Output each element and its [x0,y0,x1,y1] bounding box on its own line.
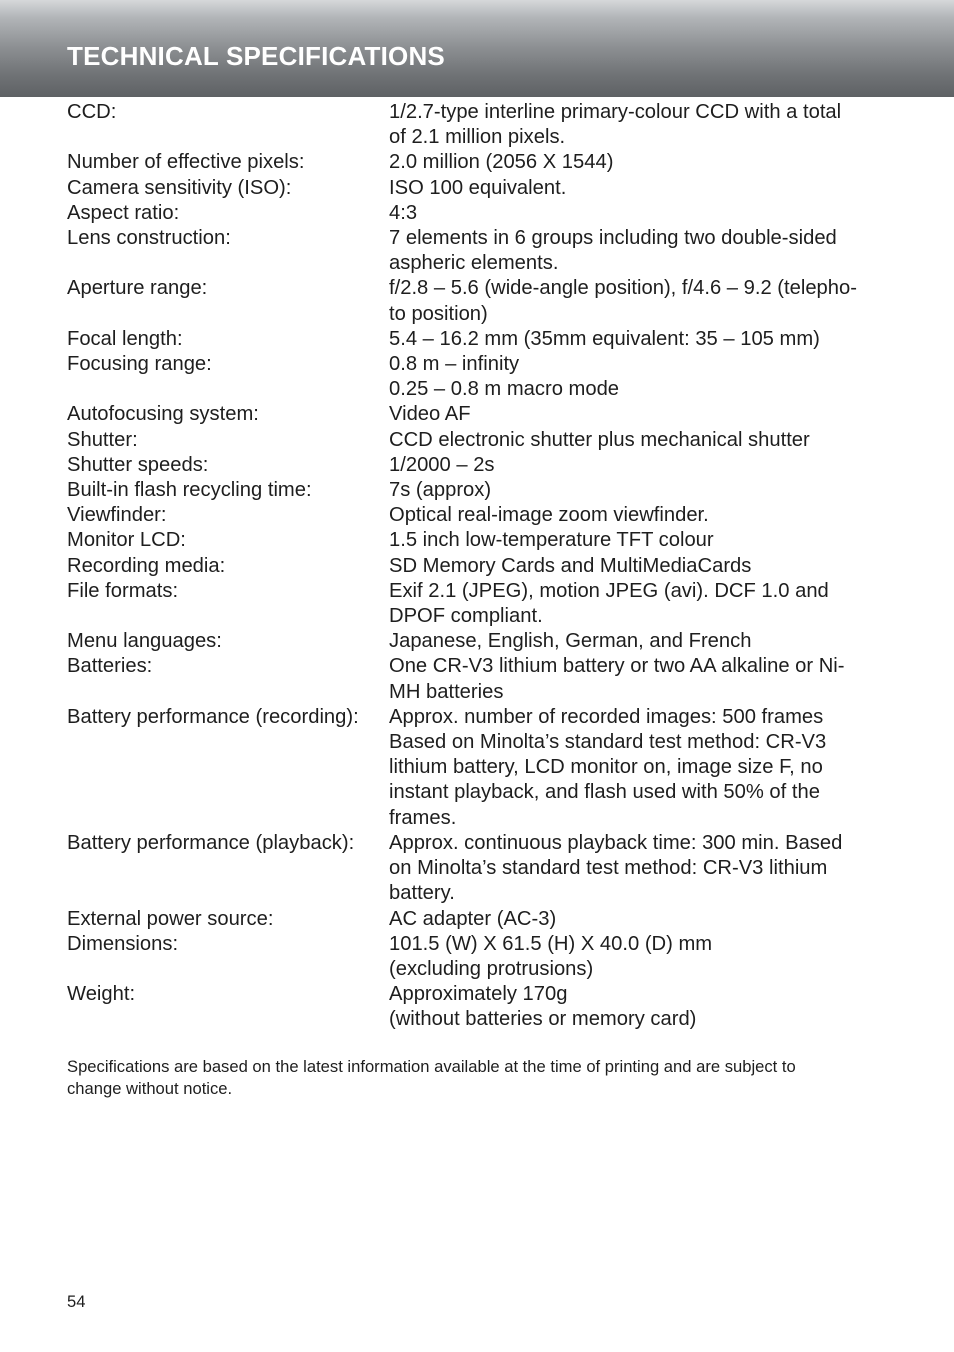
spec-value-line: 1.5 inch low-temperature TFT colour [389,529,714,552]
spec-value [389,428,887,453]
spec-label: Monitor LCD: [67,529,186,552]
spec-value-line: 0.25 – 0.8 m macro mode [389,378,620,401]
spec-row [67,503,887,528]
spec-label: Battery performance (playback): [67,831,355,854]
spec-label: Batteries: [67,655,153,678]
spec-value-line: Optical real-image zoom viewfinder. [389,504,709,527]
footnote [67,1056,887,1099]
spec-row [67,453,887,478]
spec-label: External power source: [67,907,274,930]
spec-label: Dimensions: [67,932,179,955]
spec-label: Recording media: [67,554,226,577]
spec-value-line: frames. [389,806,457,829]
spec-value [389,705,887,831]
spec-value-line: f/2.8 – 5.6 (wide-angle position), f/4.6 – 9.2 (telepho- [389,277,857,300]
spec-row [67,907,887,932]
spec-label: Aperture range: [67,277,208,300]
spec-row [67,150,887,175]
spec-value-line: aspheric elements. [389,252,559,275]
spec-value-line: 0.8 m – infinity [389,353,520,376]
spec-row [67,428,887,453]
spec-label: Weight: [67,983,136,1006]
spec-row [67,579,887,629]
spec-value [389,579,887,629]
spec-value-line: ISO 100 equivalent. [389,176,567,199]
spec-value-line: 5.4 – 16.2 mm (35mm equivalent: 35 – 105 mm) [389,327,820,350]
spec-row [67,478,887,503]
spec-value-line: Japanese, English, German, and French [389,630,752,653]
spec-label: File formats: [67,579,179,602]
header-band [0,0,954,97]
spec-value-line: One CR-V3 lithium battery or two AA alkaline or Ni- [389,655,845,678]
spec-value [389,554,887,579]
footnote-line: Specifications are based on the latest information available at the time of printing and are subject to [67,1057,796,1076]
spec-value [389,654,887,704]
spec-row [67,176,887,201]
spec-label: Shutter: [67,428,138,451]
spec-value [389,629,887,654]
spec-value-line: 2.0 million (2056 X 1544) [389,151,614,174]
page-number: 54 [67,1292,86,1311]
spec-value-line: AC adapter (AC-3) [389,907,557,930]
spec-value [389,453,887,478]
spec-value-line: Approximately 170g [389,983,568,1006]
spec-row [67,100,887,150]
spec-row [67,982,887,1032]
spec-value-line: Video AF [389,403,471,426]
spec-label: Lens construction: [67,227,231,250]
spec-value [389,478,887,503]
spec-value-line: 7 elements in 6 groups including two double-sided [389,227,837,250]
spec-value-line: Exif 2.1 (JPEG), motion JPEG (avi). DCF 1.0 and [389,579,829,602]
spec-value [389,402,887,427]
spec-value [389,327,887,352]
spec-value [389,528,887,553]
spec-row [67,654,887,704]
spec-value-line: lithium battery, LCD monitor on, image size F, no [389,756,823,779]
spec-value [389,176,887,201]
spec-value [389,150,887,175]
spec-value [389,276,887,326]
spec-value [389,503,887,528]
spec-label: Camera sensitivity (ISO): [67,176,292,199]
spec-label: Focusing range: [67,353,212,376]
spec-value-line: to position) [389,302,488,325]
spec-value-line: SD Memory Cards and MultiMediaCards [389,554,752,577]
page-title: TECHNICAL SPECIFICATIONS [67,41,445,71]
spec-value-line: (excluding protrusions) [389,957,594,980]
spec-value [389,100,887,150]
spec-row [67,276,887,326]
spec-value [389,982,887,1032]
spec-value-line: instant playback, and flash used with 50% of the [389,781,820,804]
spec-value-line: of 2.1 million pixels. [389,126,566,149]
spec-row [67,554,887,579]
footnote-line: change without notice. [67,1078,233,1098]
spec-row [67,201,887,226]
spec-value-line: Based on Minolta’s standard test method: CR-V3 [389,731,827,754]
spec-value-line: 4:3 [389,201,418,224]
spec-row [67,932,887,982]
spec-label: Built-in flash recycling time: [67,479,312,502]
spec-value-line: MH batteries [389,680,504,703]
spec-value-line: 1/2000 – 2s [389,453,495,476]
spec-label: Aspect ratio: [67,201,180,224]
spec-label: Menu languages: [67,630,222,653]
spec-label: CCD: [67,101,117,123]
spec-label: Number of effective pixels: [67,151,305,174]
spec-value-line: Approx. continuous playback time: 300 min. Based [389,831,843,854]
spec-label: Viewfinder: [67,504,167,527]
spec-value-line: 101.5 (W) X 61.5 (H) X 40.0 (D) mm [389,932,713,955]
spec-value-line: (without batteries or memory card) [389,1008,697,1031]
spec-value-line: 7s (approx) [389,479,492,502]
spec-row [67,629,887,654]
spec-value-line: CCD electronic shutter plus mechanical shutter [389,428,810,451]
spec-value-line: Approx. number of recorded images: 500 frames [389,705,824,728]
spec-value [389,201,887,226]
spec-value [389,352,887,402]
spec-row [67,831,887,907]
spec-row [67,226,887,276]
spec-label: Autofocusing system: [67,403,259,426]
spec-label: Battery performance (recording): [67,705,359,728]
spec-value [389,907,887,932]
spec-row [67,528,887,553]
spec-table [67,100,887,1033]
spec-label: Shutter speeds: [67,453,209,476]
spec-value-line: battery. [389,882,455,905]
spec-value-line: 1/2.7-type interline primary-colour CCD with a total [389,101,842,123]
spec-row [67,327,887,352]
spec-row [67,402,887,427]
spec-row [67,705,887,831]
spec-value [389,831,887,907]
spec-row [67,352,887,402]
spec-value [389,932,887,982]
spec-value-line: on Minolta’s standard test method: CR-V3 lithium [389,857,828,880]
spec-label: Focal length: [67,327,183,350]
spec-value [389,226,887,276]
spec-value-line: DPOF compliant. [389,605,543,628]
